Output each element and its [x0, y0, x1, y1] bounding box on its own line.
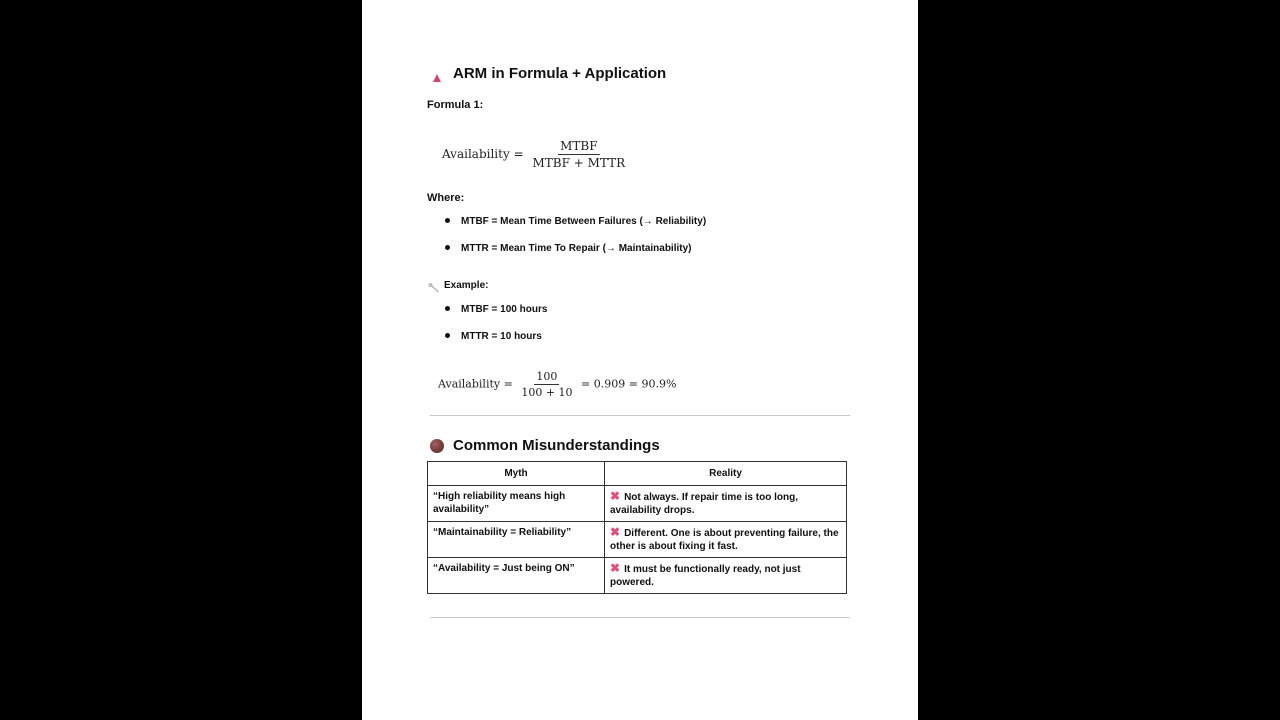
- cross-mark-icon: ✖: [610, 561, 621, 575]
- calc-eq: =: [503, 377, 513, 391]
- formula-denominator: MTBF + MTTR: [532, 156, 626, 170]
- table-header-row: [428, 462, 847, 486]
- bullet-icon: [445, 333, 450, 338]
- where-label: Where:: [427, 192, 465, 204]
- reality-cell: ✖ Not always. If repair time is too long, availability drops.: [605, 486, 847, 522]
- section-title-arm: ARM in Formula + Application: [453, 65, 667, 82]
- header-reality: Reality: [605, 462, 847, 486]
- bullet-icon: [445, 245, 450, 250]
- cross-mark-icon: ✖: [610, 489, 621, 503]
- cross-mark-icon: ✖: [610, 525, 621, 539]
- divider: [430, 617, 850, 618]
- calc-result: = 0.909 = 90.9%: [581, 377, 677, 391]
- divider: [430, 415, 850, 416]
- reality-cell: ✖ Different. One is about preventing failure, the other is about fixing it fast.: [605, 522, 847, 558]
- brown-circle-icon: [430, 439, 444, 458]
- table-row: [428, 558, 847, 594]
- table-row: [428, 522, 847, 558]
- calc-denominator: 100 + 10: [521, 386, 573, 399]
- example-calculation: [438, 370, 676, 399]
- list-item: MTTR = 10 hours: [445, 331, 542, 342]
- list-item: MTTR = Mean Time To Repair (→ Maintainability): [445, 243, 692, 254]
- list-item: MTBF = Mean Time Between Failures (→ Reliability): [445, 216, 706, 227]
- formula-lhs: Availability: [442, 147, 510, 161]
- myths-table: [427, 461, 847, 594]
- table-row: [428, 486, 847, 522]
- list-item: MTBF = 100 hours: [445, 304, 547, 315]
- bullet-icon: [445, 306, 450, 311]
- myth-cell: “Maintainability = Reliability”: [428, 522, 605, 558]
- calc-numerator: 100: [536, 370, 558, 383]
- calc-fraction: [519, 370, 574, 399]
- section-title-misunderstandings: Common Misunderstandings: [453, 437, 660, 454]
- availability-formula: [442, 139, 630, 170]
- formula-eq: =: [513, 147, 524, 161]
- red-triangle-icon: [433, 69, 441, 87]
- formula-numerator: MTBF: [560, 139, 598, 153]
- formula-label: Formula 1:: [427, 99, 484, 111]
- calc-lhs: Availability: [438, 377, 501, 391]
- wrench-icon: [428, 280, 440, 290]
- formula-fraction: [530, 139, 627, 170]
- myth-cell: “Availability = Just being ON”: [428, 558, 605, 594]
- bullet-icon: [445, 218, 450, 223]
- reality-cell: ✖ It must be functionally ready, not just powered.: [605, 558, 847, 594]
- myth-cell: “High reliability means high availability”: [428, 486, 605, 522]
- document-page: [362, 0, 918, 720]
- example-label: Example:: [444, 280, 489, 291]
- header-myth: Myth: [428, 462, 605, 486]
